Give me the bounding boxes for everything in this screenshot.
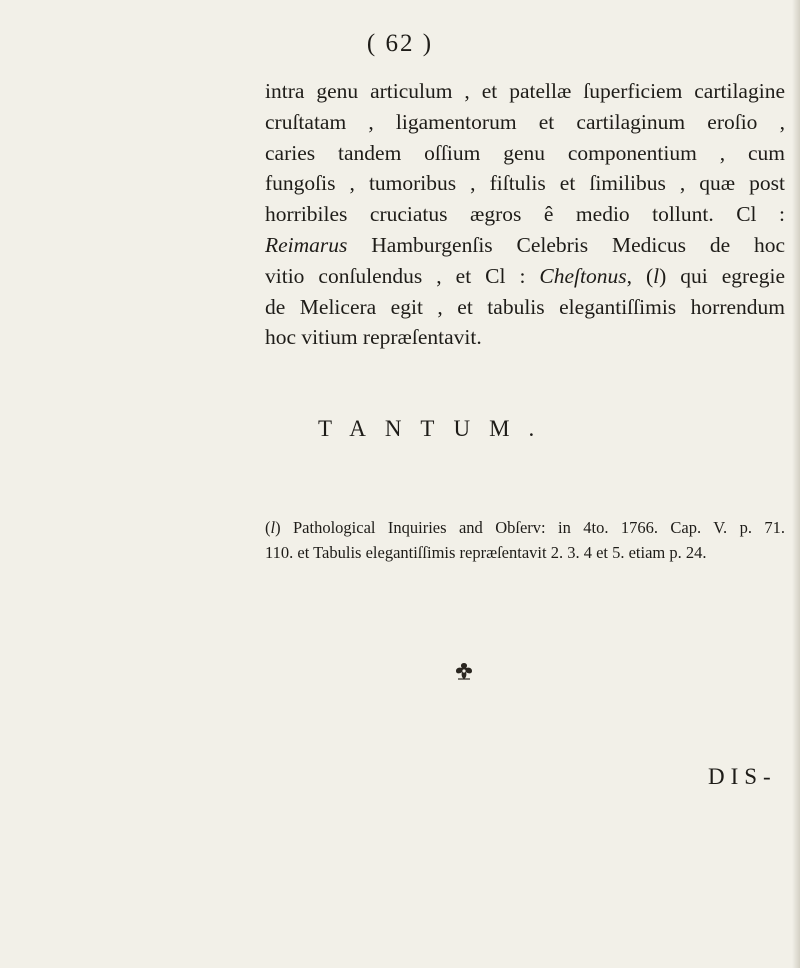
footnote-text: Pathological Inquiries and Obſerv: in 4to. 1766. Cap. V. p. 71.	[280, 518, 785, 537]
text-line-final: hoc vitium repræſentavit.	[265, 325, 482, 350]
text-line-reimarus	[265, 230, 785, 261]
text-line: de Melicera egit , et tabulis elegantiſſimis horrendum	[265, 294, 785, 319]
text-segment: Hamburgenſis Celebris Medicus de hoc	[347, 232, 785, 257]
text-line-chestonus	[265, 261, 785, 292]
text-segment: ) qui egregie	[659, 263, 785, 288]
catchword: DIS-	[708, 764, 777, 789]
footnote-mark: l	[270, 518, 276, 537]
fleuron-ornament-icon	[452, 660, 476, 682]
footnote-mark-close: )	[275, 518, 281, 537]
main-paragraph	[265, 76, 785, 353]
footnote	[265, 515, 785, 565]
text-line: cruſtatam , ligamentorum et cartilaginum eroſio ,	[265, 109, 785, 134]
closing-word: TANTUM.	[318, 416, 554, 441]
fleuron-ornament-icon	[452, 660, 476, 682]
author-name-reimarus: Reimarus	[265, 232, 348, 257]
page-number: ( 62 )	[366, 30, 434, 57]
scan-edge-shadow	[792, 0, 800, 968]
text-line: caries tandem oſſium genu componentium , cum	[265, 140, 785, 165]
footnote-mark-open: (	[265, 518, 271, 537]
footnote-line	[265, 515, 785, 540]
text-line: intra genu articulum , et patellæ ſuperficiem cartilagine	[265, 79, 785, 103]
footnote-reference-mark: l	[653, 263, 660, 288]
footnote-line: 110. et Tabulis elegantiſſimis repræſentavit 2. 3. 4 et 5. etiam p. 24.	[265, 543, 707, 562]
text-line: horribiles cruciatus ægros ê medio tollunt. Cl :	[265, 202, 785, 227]
text-line: fungoſis , tumoribus , fiſtulis et ſimilibus , quæ post	[265, 171, 785, 196]
text-segment: vitio conſulendus , et Cl :	[265, 263, 540, 288]
text-segment: , (	[626, 263, 654, 288]
author-name-chestonus: Cheſtonus	[539, 263, 627, 288]
